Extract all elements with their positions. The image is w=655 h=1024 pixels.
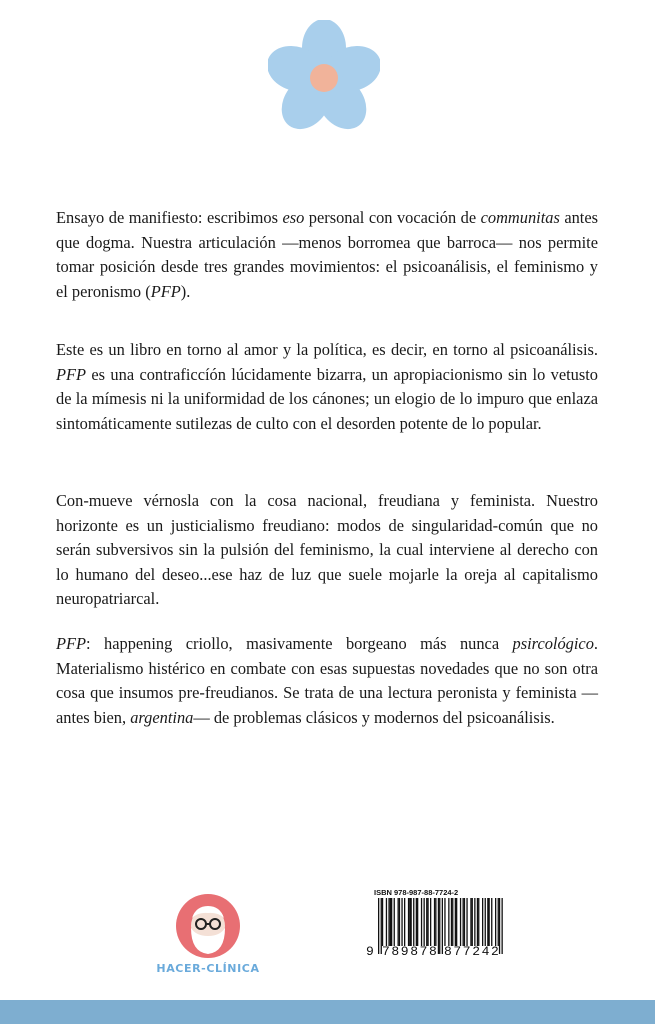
paragraph-3	[56, 489, 598, 612]
text-segment: : happening criollo, masivamente borgeano más nunca	[86, 634, 513, 653]
barcode-digits	[366, 944, 506, 962]
paragraph-4	[56, 632, 598, 730]
text-segment: argentina	[130, 707, 194, 727]
text-segment: Este es un libro en torno al amor y la política, es decir, en torno al psicoanálisis.	[56, 340, 598, 359]
paragraph-2	[56, 338, 598, 436]
bottom-color-bar	[0, 1000, 655, 1024]
text-segment: PFP	[56, 364, 87, 384]
text-segment: communitas	[480, 208, 560, 227]
text-segment: es una contraficcíón lúcidamente bizarra, un apropiacionismo sin lo vetusto de la mímesis ni la uniformidad de los cánones; un elogio de lo impuro que enlaza sintomáticamente sutilezas de culto con el desorden potente de lo popular.	[56, 364, 598, 433]
barcode-digit-lead: 9	[366, 944, 374, 959]
publisher-name: HACER-CLÍNICA	[156, 962, 260, 975]
barcode-digits-right: 877242	[444, 944, 501, 959]
text-segment: Ensayo de manifiesto: escribimos	[56, 208, 283, 227]
text-segment: PFP	[150, 281, 181, 301]
text-segment: personal con vocación de	[304, 208, 481, 227]
barcode-digits-left: 789878	[382, 944, 439, 959]
text-segment: antes que dogma. Nuestra articulación —menos borromea que barroca— nos permite tomar posición desde tres grandes movimientos: el psicoanálisis, el feminismo y el peronismo (	[56, 208, 598, 301]
flower-icon	[268, 20, 380, 138]
isbn-barcode	[366, 888, 506, 968]
paragraph-1	[56, 206, 598, 304]
text-segment: — de problemas clásicos y modernos del psicoanálisis.	[193, 707, 555, 727]
text-segment: eso	[282, 208, 305, 227]
text-segment: PFP	[56, 634, 87, 653]
text-segment: . Materialismo histérico en combate con esas supuestas novedades que no son otra cosa que insumos pre-freudianos. Se trata de una lectura peronista y feminista —antes bien,	[56, 634, 598, 727]
isbn-label: ISBN 978-987-88-7724-2	[374, 888, 459, 897]
text-segment: Con-mueve vérnosla con la cosa nacional, freudiana y feminista. Nuestro horizonte es un justicialismo freudiano: modos de singularidad-común que no serán subversivos sin la pulsión del feminismo, la cual interviene al derecho con lo humano del deseo...ese haz de luz que suele mojarle la oreja al capitalismo neuropatriarcal.	[56, 491, 598, 609]
text-segment: ).	[180, 281, 191, 301]
text-segment: psircológico	[512, 634, 594, 653]
